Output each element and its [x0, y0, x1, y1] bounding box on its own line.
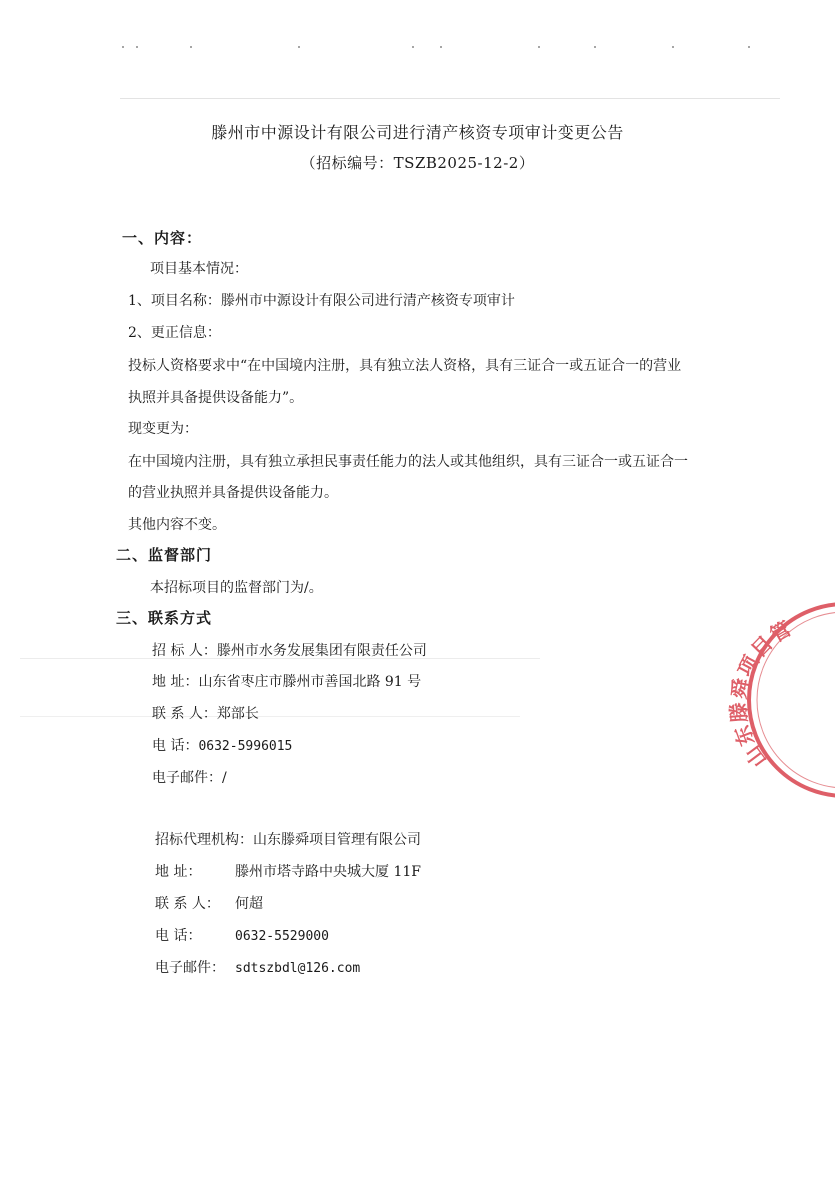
agency-contact: 何超	[235, 896, 263, 912]
tenderer-contact: 郑部长	[216, 706, 259, 722]
section-heading-content: 一、内容：	[122, 229, 203, 247]
agency-phone-label: 电 话：	[155, 928, 202, 944]
section-heading-contact: 三、联系方式	[116, 609, 213, 627]
tenderer-email: /	[222, 770, 227, 786]
tenderer-phone-label: 电 话：	[152, 738, 199, 754]
project-intro: 项目基本情况：	[150, 261, 248, 277]
agency-name-label: 招标代理机构：	[155, 832, 253, 848]
project-name: 1、项目名称：滕州市中源设计有限公司进行清产核资专项审计	[128, 293, 515, 309]
agency-address-label: 地 址：	[155, 864, 202, 880]
seal-text: 山东滕舜项目管	[725, 615, 798, 772]
agency-phone: 0632-5529000	[235, 929, 329, 944]
agency-email: sdtszbdl@126.com	[235, 961, 361, 976]
page-subtitle: （招标编号：TSZB2025-12-2）	[300, 154, 535, 172]
tenderer-phone: 0632-5996015	[198, 739, 293, 754]
supervision-text: 本招标项目的监督部门为/。	[150, 580, 323, 596]
tenderer-address: 山东省枣庄市滕州市善国北路 91 号	[198, 674, 422, 690]
agency-address: 滕州市塔寺路中央城大厦 11F	[235, 864, 421, 880]
new-requirement-line1: 在中国境内注册，具有独立承担民事责任能力的法人或其他组织，具有三证合一或五证合一	[128, 454, 688, 470]
tenderer-email-label: 电子邮件：	[152, 770, 222, 786]
page-title: 滕州市中源设计有限公司进行清产核资专项审计变更公告	[211, 123, 624, 142]
agency-email-label: 电子邮件：	[155, 960, 225, 976]
section-heading-supervision: 二、监督部门	[116, 546, 213, 564]
agency-contact-label: 联 系 人：	[155, 896, 220, 912]
tenderer-name-label: 招 标 人：	[152, 643, 217, 659]
original-requirement-line1: 投标人资格要求中“在中国境内注册，具有独立法人资格，具有三证合一或五证合一的营业	[128, 358, 682, 374]
tenderer-contact-label: 联 系 人：	[152, 706, 217, 722]
other-unchanged: 其他内容不变。	[128, 517, 226, 533]
correction-label: 2、更正信息：	[128, 325, 221, 341]
seal-stamp	[726, 604, 835, 796]
tenderer-name: 滕州市水务发展集团有限责任公司	[216, 643, 427, 659]
new-requirement-line2: 的营业执照并具备提供设备能力。	[128, 485, 338, 501]
original-requirement-line2: 执照并具备提供设备能力”。	[128, 390, 304, 406]
tenderer-address-label: 地 址：	[152, 674, 199, 690]
changed-to-label: 现变更为：	[128, 421, 198, 437]
agency-name: 山东滕舜项目管理有限公司	[253, 832, 421, 848]
